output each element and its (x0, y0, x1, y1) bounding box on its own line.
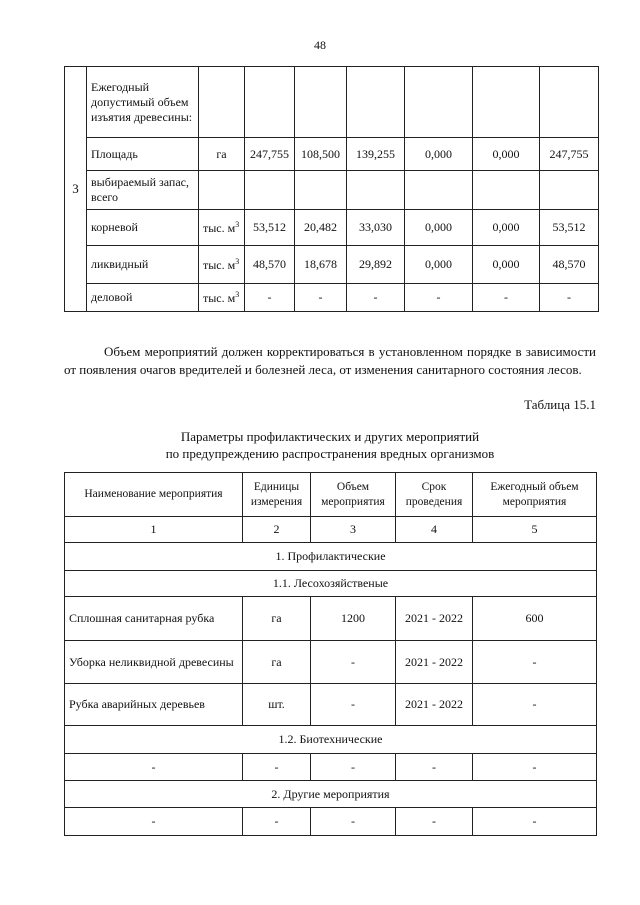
row-name: Ежегодный допустимый объем изъятия древесины: (87, 67, 199, 138)
table-row (65, 284, 599, 312)
value-cell (295, 67, 347, 138)
section-row (65, 726, 597, 754)
value-cell: 29,892 (347, 246, 405, 284)
value-cell: 0,000 (405, 246, 473, 284)
value-cell: 0,000 (473, 246, 540, 284)
section-heading: 1.1. Лесохозяйственые (65, 571, 597, 597)
table-row (65, 597, 597, 641)
table-row (65, 754, 597, 781)
value-cell: 53,512 (540, 210, 599, 246)
section-heading: 2. Другие мероприятия (65, 781, 597, 808)
section-row (65, 781, 597, 808)
measure-name: Уборка неликвидной древесины (65, 641, 243, 684)
volume-cell: - (311, 641, 396, 684)
row-name: выбираемый запас, всего (87, 171, 199, 210)
header-cell: Объем мероприятия (311, 473, 396, 517)
period-cell: 2021 - 2022 (396, 597, 473, 641)
value-cell: 53,512 (245, 210, 295, 246)
section-heading: 1.2. Биотехнические (65, 726, 597, 754)
value-cell: 0,000 (473, 210, 540, 246)
table-row (65, 808, 597, 836)
unit-cell: - (243, 808, 311, 836)
header-number-row (65, 517, 597, 543)
row-unit: тыс. $м^3$ (199, 246, 245, 284)
unit-cell: - (243, 754, 311, 781)
value-cell (405, 67, 473, 138)
table-title-line: по предупреждению распространения вредных организмов (165, 446, 495, 461)
table-row (65, 641, 597, 684)
unit-cell: га (243, 597, 311, 641)
value-cell: 33,030 (347, 210, 405, 246)
table-title-line: Параметры профилактических и других мероприятий (180, 429, 480, 444)
measure-name: Рубка аварийных деревьев (65, 684, 243, 726)
timber-volume-table (64, 66, 599, 312)
unit-cell: шт. (243, 684, 311, 726)
value-cell: 139,255 (347, 138, 405, 171)
section-heading: 1. Профилактические (65, 543, 597, 571)
table-row (65, 138, 599, 171)
value-cell (245, 67, 295, 138)
value-cell: - (405, 284, 473, 312)
value-cell: 20,482 (295, 210, 347, 246)
value-cell (473, 67, 540, 138)
row-unit (199, 67, 245, 138)
value-cell: 48,570 (540, 246, 599, 284)
value-cell (473, 171, 540, 210)
volume-cell: 1200 (311, 597, 396, 641)
header-cell: Единицы измерения (243, 473, 311, 517)
volume-cell: - (311, 684, 396, 726)
annual-volume-cell: - (473, 641, 597, 684)
row-name: Площадь (87, 138, 199, 171)
value-cell: - (295, 284, 347, 312)
period-cell: 2021 - 2022 (396, 684, 473, 726)
value-cell: 0,000 (405, 138, 473, 171)
value-cell: - (473, 284, 540, 312)
table-caption: Таблица 15.1 (524, 397, 596, 412)
header-number-cell: 2 (243, 517, 311, 543)
body-paragraph: Объем мероприятий должен корректироваться в установленном порядке в зависимости от появления очагов вредителей и болезней леса, от изменения санитарного состояния лесов. (64, 344, 596, 377)
table-row (65, 67, 599, 138)
unit-cell: га (243, 641, 311, 684)
annual-volume-cell: - (473, 754, 597, 781)
value-cell (540, 171, 599, 210)
table-row (65, 684, 597, 726)
section-row (65, 571, 597, 597)
measure-name: - (65, 808, 243, 836)
value-cell: 108,500 (295, 138, 347, 171)
header-number-cell: 4 (396, 517, 473, 543)
value-cell: 0,000 (405, 210, 473, 246)
value-cell: 0,000 (473, 138, 540, 171)
value-cell: 247,755 (245, 138, 295, 171)
value-cell: - (347, 284, 405, 312)
measure-name: - (65, 754, 243, 781)
page-number: 48 (314, 38, 326, 52)
row-unit: тыс. $м^3$ (199, 210, 245, 246)
table-row (65, 210, 599, 246)
row-name: ликвидный (87, 246, 199, 284)
header-cell: Ежегодный объем мероприятия (473, 473, 597, 517)
value-cell (347, 171, 405, 210)
header-number-cell: 5 (473, 517, 597, 543)
measures-table (64, 472, 597, 836)
section-row (65, 543, 597, 571)
value-cell (245, 171, 295, 210)
value-cell: - (245, 284, 295, 312)
period-cell: 2021 - 2022 (396, 641, 473, 684)
value-cell (347, 67, 405, 138)
value-cell: 48,570 (245, 246, 295, 284)
row-unit: тыс. $м^3$ (199, 284, 245, 312)
table-row (65, 171, 599, 210)
measure-name: Сплошная санитарная рубка (65, 597, 243, 641)
value-cell: - (540, 284, 599, 312)
annual-volume-cell: 600 (473, 597, 597, 641)
row-unit (199, 171, 245, 210)
header-row (65, 473, 597, 517)
value-cell (405, 171, 473, 210)
annual-volume-cell: - (473, 808, 597, 836)
row-name: деловой (87, 284, 199, 312)
value-cell (295, 171, 347, 210)
value-cell: 247,755 (540, 138, 599, 171)
table-row (65, 246, 599, 284)
row-unit: га (199, 138, 245, 171)
volume-cell: - (311, 808, 396, 836)
header-number-cell: 1 (65, 517, 243, 543)
value-cell: 18,678 (295, 246, 347, 284)
period-cell: - (396, 754, 473, 781)
header-cell: Срок проведения (396, 473, 473, 517)
header-cell: Наименование мероприятия (65, 473, 243, 517)
annual-volume-cell: - (473, 684, 597, 726)
value-cell (540, 67, 599, 138)
table-title (64, 428, 596, 462)
period-cell: - (396, 808, 473, 836)
header-number-cell: 3 (311, 517, 396, 543)
row-name: корневой (87, 210, 199, 246)
volume-cell: - (311, 754, 396, 781)
row-number-cell: 3 (65, 67, 87, 312)
